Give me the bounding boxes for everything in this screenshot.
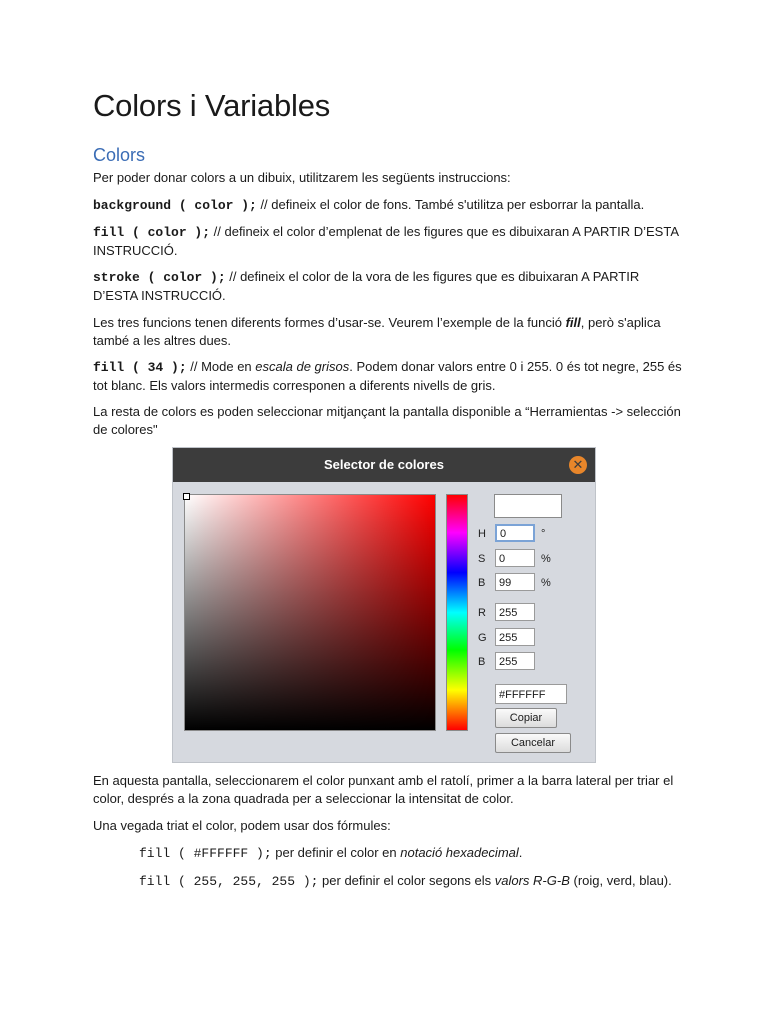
hue-field[interactable]: 0 <box>495 524 535 542</box>
text: . Podem donar valors entre 0 i 255. 0 és tot negre, 255 és tot blanc. Els valors intermedis corresponen a diferents nivells de gris. <box>93 359 682 393</box>
page-title: Colors i Variables <box>93 88 331 123</box>
code-snippet: stroke ( color ); <box>93 270 226 285</box>
rest-paragraph: La resta de colors es poden seleccionar mitjançant la pantalla disponible a “Herramientas -> selección de colores" <box>93 404 681 437</box>
emphasis: fill <box>565 315 581 330</box>
g-label: G <box>478 632 487 644</box>
code-snippet: fill ( 255, 255, 255 ); <box>139 874 319 889</box>
color-selector-dialog <box>173 448 595 762</box>
emphasis: notació hexadecimal <box>400 845 519 860</box>
text: (roig, verd, blau). <box>569 873 672 888</box>
after-paragraph: En aquesta pantalla, seleccionarem el color punxant amb el ratolí, primer a la barra lateral per triar el color, després a la zona quadrada per a seleccionar la intensitat de color. <box>93 773 674 806</box>
s-unit: % <box>541 553 551 565</box>
text: , però s'aplica també a les altres dues. <box>93 315 661 348</box>
background-instruction <box>93 196 683 215</box>
b-unit: % <box>541 577 551 589</box>
code-snippet: fill ( #FFFFFF ); <box>139 846 272 861</box>
b-label: B <box>478 577 486 589</box>
cancel-button[interactable]: Cancelar <box>495 733 571 753</box>
stroke-instruction <box>93 268 683 305</box>
intro-paragraph: Per poder donar colors a un dibuix, utilitzarem les següents instruccions: <box>93 170 511 185</box>
code-snippet: fill ( color ); <box>93 225 211 240</box>
dialog-title: Selector de colores <box>173 448 595 482</box>
hex-formula <box>139 844 699 863</box>
blue-field[interactable]: 255 <box>495 652 535 670</box>
close-icon[interactable]: ✕ <box>569 456 587 474</box>
text: // Mode en <box>186 359 256 374</box>
red-field[interactable]: 255 <box>495 603 535 621</box>
r-label: R <box>478 607 486 619</box>
grayscale-instruction <box>93 358 683 395</box>
emphasis: valors R-G-B <box>494 873 570 888</box>
color-preview <box>494 494 562 518</box>
text: . <box>518 845 523 860</box>
brightness-field[interactable]: 99 <box>495 573 535 591</box>
description: // defineix el color d’emplenat de les figures que es dibuixaran A PARTIR D’ESTA INSTRUCCIÓ. <box>93 224 679 258</box>
description: // defineix el color de fons. També s'utilitza per esborrar la pantalla. <box>256 197 645 212</box>
copy-button[interactable]: Copiar <box>495 708 557 728</box>
fill-instruction <box>93 223 683 260</box>
h-label: H <box>478 528 486 540</box>
h-unit: ° <box>541 528 546 540</box>
section-heading: Colors <box>93 145 146 165</box>
hue-slider[interactable] <box>446 494 468 731</box>
code-snippet: fill ( 34 ); <box>93 360 187 375</box>
forms-paragraph <box>93 314 683 350</box>
hex-field[interactable]: #FFFFFF <box>495 684 567 704</box>
text: Les tres funcions tenen diferents formes d’usar-se. Veurem l’exemple de la funció <box>93 315 566 330</box>
green-field[interactable]: 255 <box>495 628 535 646</box>
text: per definir el color segons els <box>318 873 495 888</box>
saturation-brightness-square[interactable] <box>184 494 436 731</box>
blue-label: B <box>478 656 486 668</box>
formulas-paragraph: Una vegada triat el color, podem usar dos fórmules: <box>93 818 391 833</box>
text: per definir el color en <box>271 845 401 860</box>
code-snippet: background ( color ); <box>93 198 257 213</box>
saturation-field[interactable]: 0 <box>495 549 535 567</box>
s-label: S <box>478 553 486 565</box>
selection-marker[interactable] <box>183 493 190 500</box>
rgb-formula <box>139 872 699 891</box>
description: // defineix el color de la vora de les figures que es dibuixaran A PARTIR D’ESTA INSTRUCCIÓ. <box>93 269 640 303</box>
emphasis: escala de grisos <box>255 359 350 374</box>
